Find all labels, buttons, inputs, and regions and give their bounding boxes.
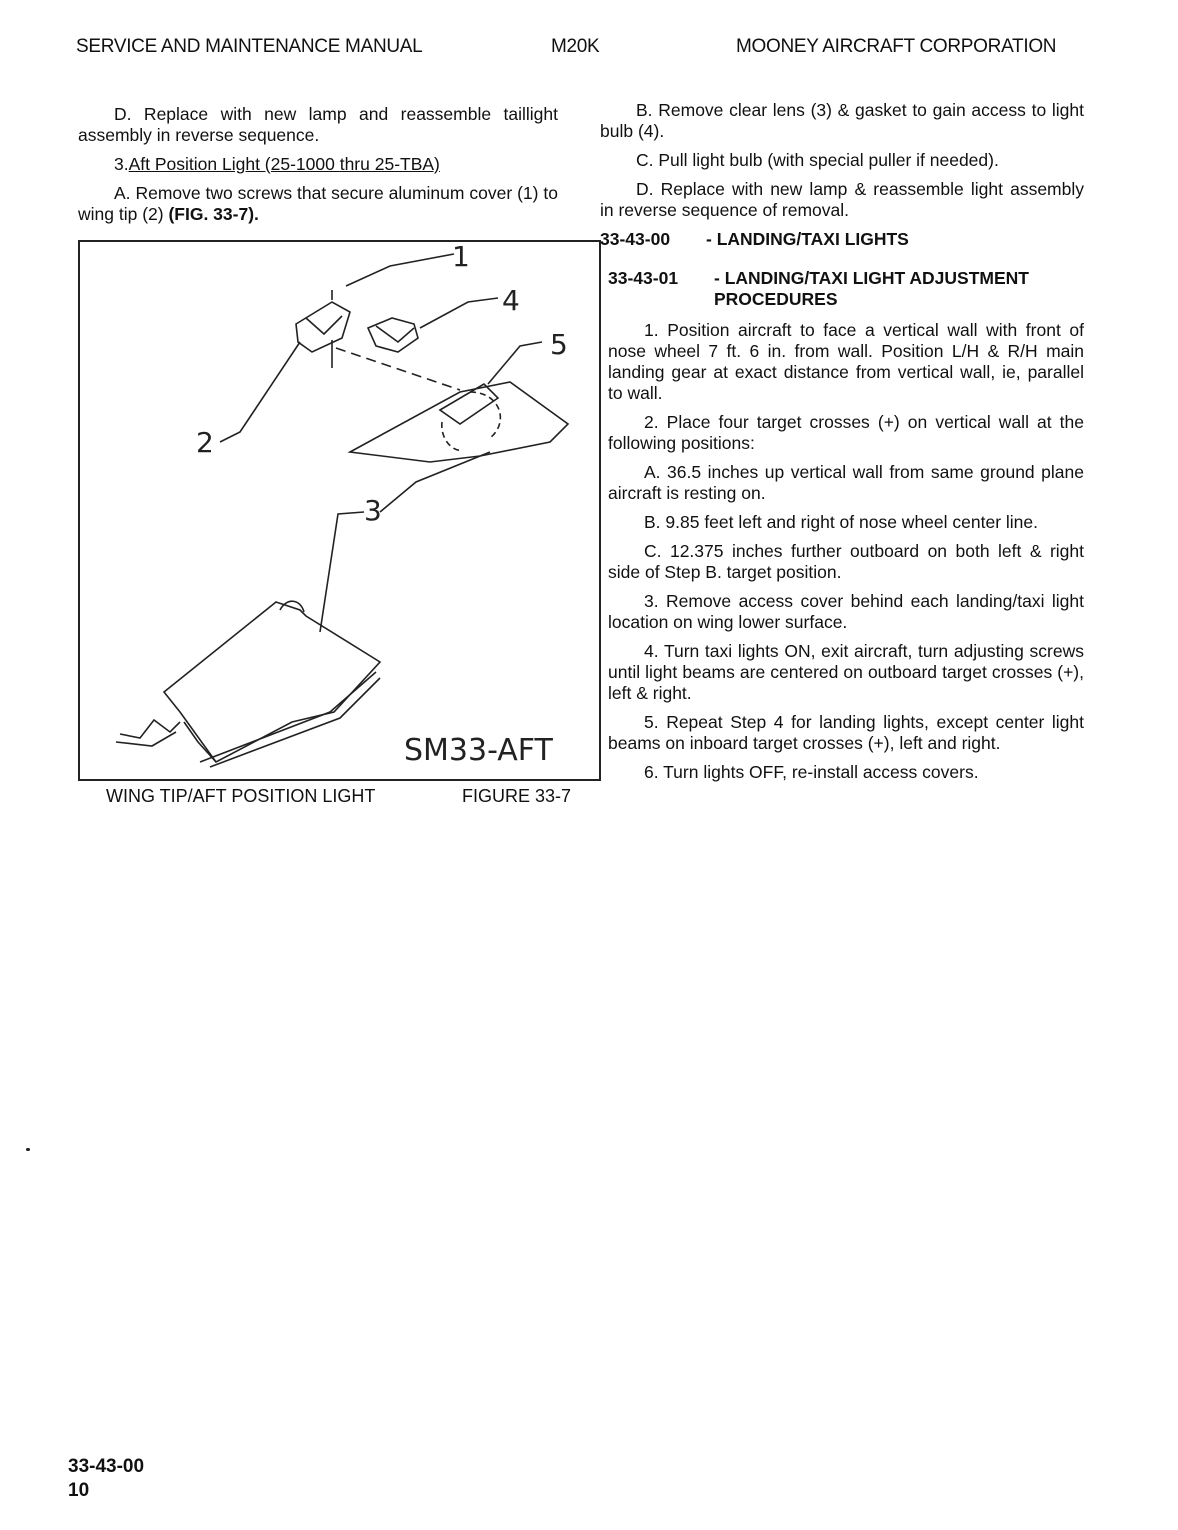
wing-tip-drawing (80, 242, 599, 779)
procedure-item-2c: C. 12.375 inches further outboard on both left & right side of Step B. target position. (608, 541, 1084, 582)
section-landing-taxi-lights (600, 229, 1084, 250)
right-step-b: B. Remove clear lens (3) & gasket to gain access to light bulb (4). (600, 100, 1084, 141)
left-step-d: D. Replace with new lamp and reassemble taillight assembly in reverse sequence. (78, 104, 558, 145)
right-column-top (600, 100, 1084, 260)
header-model: M20K (551, 36, 600, 57)
callout-1: 1 (452, 242, 470, 273)
figure-caption-number: FIGURE 33-7 (462, 786, 572, 806)
right-step-d: D. Replace with new lamp & reassemble light assembly in reverse sequence of removal. (600, 179, 1084, 220)
right-column-procedures (608, 268, 1084, 791)
callout-5: 5 (550, 328, 568, 361)
section2-number: 33-43-01 (608, 268, 679, 288)
callout-2: 2 (196, 426, 214, 459)
bulb-part (368, 318, 418, 352)
header-manual-title: SERVICE AND MAINTENANCE MANUAL (76, 36, 423, 57)
header-company: MOONEY AIRCRAFT CORPORATION (736, 36, 1057, 57)
footer-section-number: 33-43-00 (68, 1456, 145, 1477)
section1-title: - LANDING/TAXI LIGHTS (706, 229, 909, 249)
left-step-a-ref: (FIG. 33-7). (168, 204, 259, 224)
step3-prefix: 3. (114, 154, 129, 174)
step3-title: Aft Position Light (25-1000 thru 25-TBA) (128, 154, 440, 174)
aluminum-cover-part (296, 302, 350, 352)
section-adjustment-procedures (608, 268, 1084, 310)
procedure-item-2b: B. 9.85 feet left and right of nose wheel center line. (644, 512, 1038, 532)
procedure-item-4: 4. Turn taxi lights ON, exit aircraft, turn adjusting screws until light beams are centered on outboard target crosses (+), left & right. (608, 641, 1084, 703)
step3-heading (78, 154, 558, 175)
procedure-item-1: 1. Position aircraft to face a vertical wall with front of nose wheel 7 ft. 6 in. from wall. Position L/H & R/H main landing gear at exact distance from vertical wall, ie, parallel to wall. (608, 320, 1084, 403)
drawing-id: SM33-AFT (404, 733, 553, 768)
footer-page-number: 10 (68, 1480, 90, 1501)
figure-33-7 (78, 240, 601, 781)
callout-3: 3 (364, 494, 382, 527)
procedure-item-3: 3. Remove access cover behind each landing/taxi light location on wing lower surface. (608, 591, 1084, 632)
figure-caption-title: WING TIP/AFT POSITION LIGHT (106, 786, 376, 806)
callout-4: 4 (502, 284, 520, 317)
section2-title: - LANDING/TAXI LIGHT ADJUSTMENT PROCEDURES (714, 268, 1029, 309)
left-step-a (78, 183, 558, 225)
scan-mark (26, 1148, 30, 1151)
procedure-item-6: 6. Turn lights OFF, re-install access covers. (644, 762, 979, 782)
section1-number: 33-43-00 (600, 229, 671, 249)
wing-tip-part (164, 602, 380, 762)
right-step-c: C. Pull light bulb (with special puller if needed). (636, 150, 999, 170)
procedure-item-2: 2. Place four target crosses (+) on vertical wall at the following positions: (608, 412, 1084, 453)
procedure-item-5: 5. Repeat Step 4 for landing lights, except center light beams on inboard target crosses (+), left and right. (608, 712, 1084, 753)
procedure-item-2a: A. 36.5 inches up vertical wall from same ground plane aircraft is resting on. (608, 462, 1084, 503)
left-step-a-text: A. Remove two screws that secure aluminum cover (1) to wing tip (2) (78, 183, 558, 224)
left-column (78, 104, 558, 233)
